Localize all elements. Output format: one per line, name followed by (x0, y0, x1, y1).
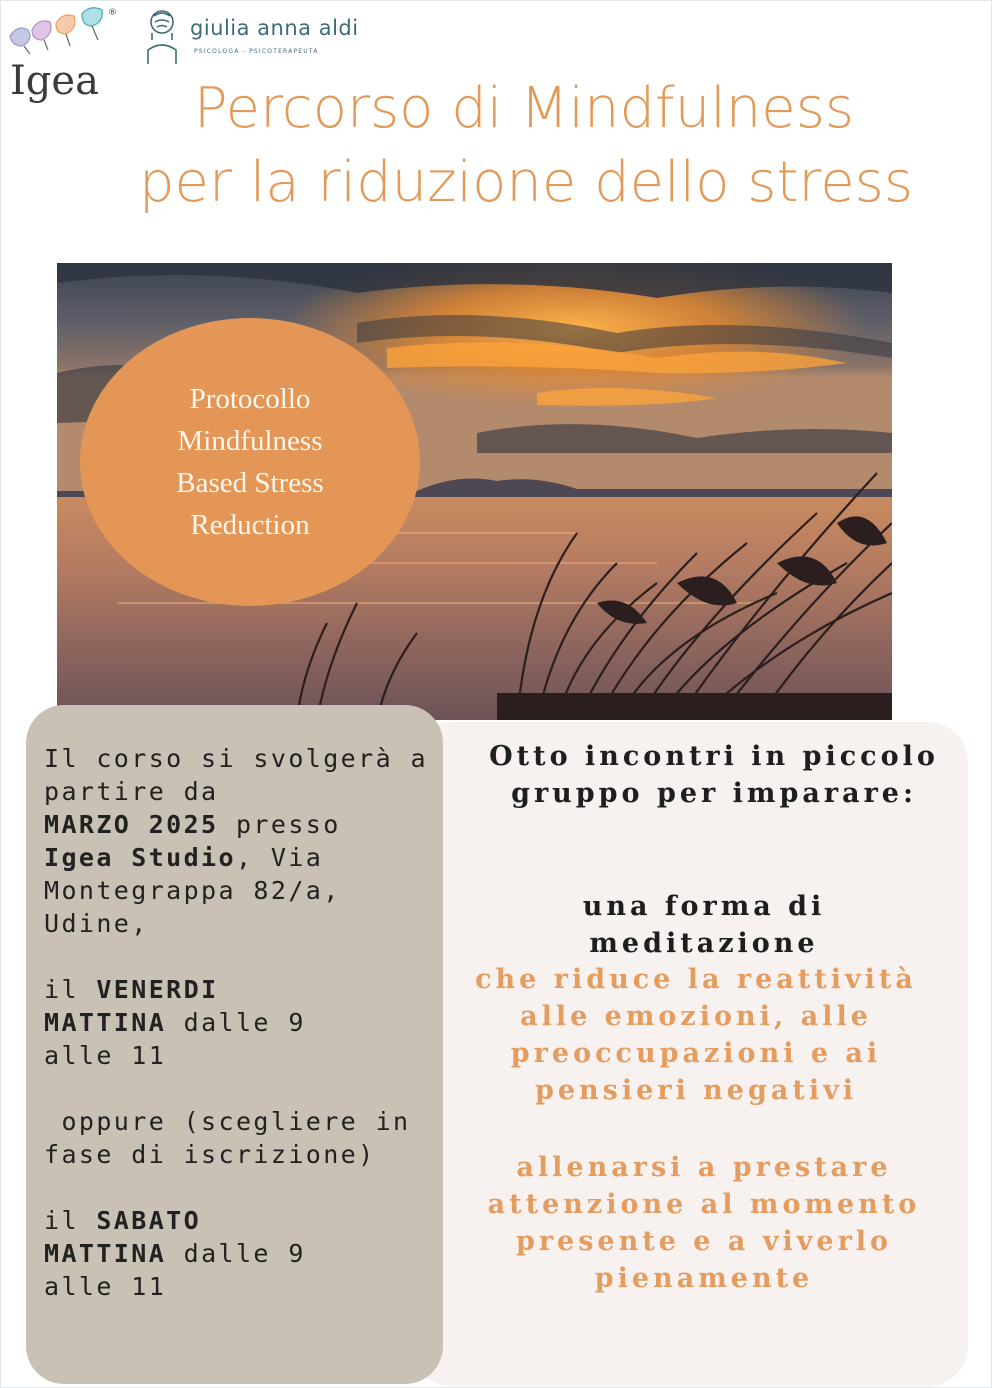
details-line: il VENERDI (44, 975, 219, 1004)
protocol-badge (80, 318, 420, 606)
details-line: MARZO 2025 presso (44, 810, 341, 839)
details-line: fase di iscrizione) (44, 1140, 376, 1169)
details-line: oppure (scegliere in (44, 1107, 411, 1136)
details-line: MATTINA dalle 9 (44, 1008, 306, 1037)
details-line: MATTINA dalle 9 (44, 1239, 306, 1268)
friday-label: VENERDI (96, 975, 219, 1004)
studio-name: Igea Studio (44, 843, 236, 872)
head-profile-icon (142, 6, 182, 64)
details-line: Il corso si svolgerà a (44, 744, 428, 773)
badge-line: Protocollo (189, 383, 311, 415)
giulia-logo-subtitle: PSICOLOGA - PSICOTERAPEUTA (194, 48, 319, 55)
saturday-label: SABATO (96, 1206, 202, 1235)
details-line: Udine, (44, 909, 149, 938)
course-details (44, 742, 434, 1303)
details-line: alle 11 (44, 1041, 167, 1070)
details-line: partire da (44, 777, 219, 806)
morning-label: MATTINA (44, 1008, 167, 1037)
highlights-heading: Otto incontri in piccolo gruppo per imparare: (489, 741, 939, 809)
badge-line: Reduction (190, 509, 310, 541)
reactivity-point: che riduce la reattività alle emozioni, alle preoccupazioni e ai pensieri negativi (475, 964, 917, 1106)
igea-logo-text: Igea (10, 58, 99, 104)
morning-label: MATTINA (44, 1239, 167, 1268)
badge-line: Mindfulness (177, 425, 323, 457)
details-line: il SABATO (44, 1206, 202, 1235)
start-date: MARZO 2025 (44, 810, 219, 839)
ginkgo-flowers-icon (4, 6, 124, 66)
attention-point: allenarsi a prestare attenzione al momento presente e a viverlo pienamente (487, 1152, 921, 1294)
giulia-logo-name: giulia anna aldi (190, 16, 359, 40)
giulia-logo (140, 6, 360, 66)
meditation-point: una forma di meditazione (582, 891, 826, 959)
details-line: Igea Studio, Via (44, 843, 324, 872)
title-line-1: Percorso di Mindfulness (193, 76, 855, 141)
details-line: alle 11 (44, 1272, 167, 1301)
badge-line: Based Stress (176, 467, 324, 499)
title-line-2: per la riduzione dello stress (139, 150, 913, 215)
details-line: Montegrappa 82/a, (44, 876, 341, 905)
registered-mark: ® (108, 8, 117, 18)
